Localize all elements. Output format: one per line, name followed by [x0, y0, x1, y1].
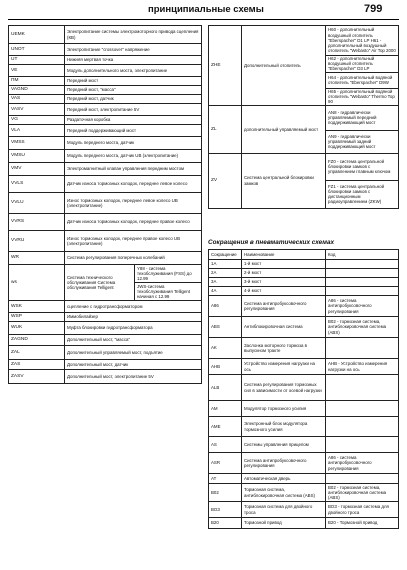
row-code: VASV	[9, 104, 65, 116]
row-subentry: FZ1 - система центральной блокировки замков с дистанционным радиоуправлением (ZKW)	[326, 180, 399, 208]
row-description: Электропитание системы электромоторного привода сцепления (КВ)	[65, 26, 202, 44]
row-description: Датчик износа тормозных колодок, переднее левое колесо	[65, 176, 202, 193]
table-row	[209, 437, 399, 453]
row-code: VVLU	[9, 193, 65, 214]
table-row	[209, 338, 399, 359]
row-description: Дополнительный мост, "масса"	[65, 335, 202, 346]
table-row	[209, 502, 399, 518]
row-code: В02 - тормозная система, антиблокировочная система (ABS)	[326, 317, 399, 338]
row-code: VVRS	[9, 214, 65, 231]
row-name: Заслонка моторного тормоза в выпускном тракте	[242, 338, 326, 359]
row-code: ВОЗ - тормозная система для двойного троса	[326, 502, 399, 518]
table-row	[209, 375, 399, 401]
row-name: 3-й мост	[242, 278, 326, 287]
row-name: Тормозная система, антиблокировочная система (ABS)	[242, 484, 326, 502]
row-abbreviation: В02	[209, 484, 242, 502]
page-header	[0, 0, 407, 22]
row-description: Износ тормозных колодок, переднее левое колесо UB (электропитание)	[65, 193, 202, 214]
row-description: Иммобилайзер	[65, 313, 202, 322]
row-code	[326, 375, 399, 401]
row-abbreviation: АSR	[209, 453, 242, 474]
row-abbreviation: АBS	[209, 317, 242, 338]
row-code: VVLS	[9, 176, 65, 193]
table-row	[209, 278, 399, 287]
table-row	[9, 95, 202, 104]
table-header-row	[209, 250, 399, 260]
row-abbreviation: 3А	[209, 278, 242, 287]
row-abbreviation: АМЕ	[209, 417, 242, 437]
row-code: ПМ	[9, 77, 65, 86]
row-code: ZAL	[9, 346, 65, 360]
table-row	[9, 193, 202, 214]
row-code	[326, 260, 399, 269]
row-code: WSK	[9, 301, 65, 313]
row-code: WR	[9, 252, 65, 265]
row-code: VVRU	[9, 231, 65, 252]
row-code: ZHE	[209, 26, 242, 106]
row-description: дополнительный управляемый мост	[242, 105, 326, 153]
row-code: WUK	[9, 322, 65, 335]
row-name: Система антипробуксовочного регулирования	[242, 453, 326, 474]
row-code: WSP	[9, 313, 65, 322]
row-abbreviation: ВОЗ	[209, 502, 242, 518]
row-description: Электропитание "crossover" напряжение	[65, 44, 202, 56]
table-row	[209, 260, 399, 269]
row-subentry: H60 - дополнительный воздушный отопитель "Eberspacher" D1 LP H61 - дополнительный воздушный отопитель "Webasto" Air Top 2000	[326, 26, 399, 56]
row-code: VLA	[9, 125, 65, 137]
row-name: Система регулирования тормозных сил в зависимости от осевой нагрузки	[242, 375, 326, 401]
row-abbreviation: АМ	[209, 401, 242, 417]
row-abbreviation: А86	[209, 296, 242, 317]
table-row	[9, 125, 202, 137]
row-description: Износ тормозных колодок, переднее правое колесо UB (электропитание)	[65, 231, 202, 252]
table-row	[9, 86, 202, 95]
table-row	[9, 104, 202, 116]
row-description: Электромагнитный клапан управления передним мостом	[65, 163, 202, 176]
row-code	[326, 269, 399, 278]
row-code: UNOT	[9, 44, 65, 56]
row-subentry: AN8 - гидравлически управляемый передний поддерживающий мост	[326, 105, 399, 130]
table-row	[209, 359, 399, 375]
row-code	[326, 338, 399, 359]
table-row	[9, 176, 202, 193]
row-description: Модуль переднего моста, датчик UB (электропитание)	[65, 150, 202, 163]
row-code	[326, 287, 399, 296]
row-code: В20 - Тормозной привод	[326, 518, 399, 529]
row-subentry: JWS-система техобслуживания Telligent начиная с 12.99	[135, 283, 202, 301]
row-abbreviation: 1А	[209, 260, 242, 269]
row-abbreviation: АНВ	[209, 359, 242, 375]
table-row	[9, 265, 202, 283]
row-code: А86 - система антипробуксовочного регулирования	[326, 453, 399, 474]
row-code	[326, 278, 399, 287]
table-row	[209, 417, 399, 437]
table-row	[209, 287, 399, 296]
table-row	[209, 317, 399, 338]
table-row	[9, 370, 202, 384]
row-description: Модуль переднего моста, датчик	[65, 137, 202, 150]
row-abbreviation: 2А	[209, 269, 242, 278]
row-code: ws	[9, 265, 65, 301]
row-subentry: AN9 - гидравлически управляемый задний поддерживающий мост	[326, 130, 399, 153]
header-title: принципиальные схемы	[148, 4, 264, 15]
table-row	[209, 153, 399, 180]
table-row	[9, 137, 202, 150]
row-code	[326, 417, 399, 437]
row-code	[326, 401, 399, 417]
table-row	[9, 163, 202, 176]
row-name: Система антипробуксовочного регулирования	[242, 296, 326, 317]
row-description: Система центральной блокировки замков	[242, 153, 326, 208]
row-name: Тормозная система для двойного троса	[242, 502, 326, 518]
row-code: В02 - тормозная система, антиблокировочная система (ABS)	[326, 484, 399, 502]
table-row	[9, 77, 202, 86]
table-row	[9, 231, 202, 252]
row-description: Нижняя мертвая точка	[65, 56, 202, 65]
row-name: Автоматическая дверь	[242, 474, 326, 484]
table-row	[209, 296, 399, 317]
table-row	[9, 214, 202, 231]
table-row	[9, 150, 202, 163]
row-abbreviation: В20	[209, 518, 242, 529]
pneumatic-abbreviation-table	[208, 249, 399, 529]
row-description: Передний мост	[65, 77, 202, 86]
table-row	[209, 453, 399, 474]
row-code: VMSS	[9, 137, 65, 150]
table-row	[9, 26, 202, 44]
table-row	[209, 26, 399, 56]
row-description: Модуль дополнительного моста, электропитание	[65, 65, 202, 77]
row-description: Система регулирования поперечных колебаний	[65, 252, 202, 265]
column-header: Наименование	[242, 250, 326, 260]
table-row	[209, 518, 399, 529]
row-name: Устройство измерения нагрузки на ось	[242, 359, 326, 375]
row-description: Система технического обслуживания Система обслуживания Telligent	[65, 265, 135, 301]
row-code: ZV	[209, 153, 242, 208]
row-name: Системы управления прицепом	[242, 437, 326, 453]
row-name: Антиблокировочная система	[242, 317, 326, 338]
row-abbreviation: AS	[209, 437, 242, 453]
table-row	[9, 252, 202, 265]
row-description: Дополнительный управляемый мост, подъятие	[65, 346, 202, 360]
column-header: Код	[326, 250, 399, 260]
table-row	[9, 301, 202, 313]
column-header: Сокращение	[209, 250, 242, 260]
header-rule	[8, 19, 399, 20]
row-name: Тормозной привод	[242, 518, 326, 529]
row-description: Раздаточная коробка	[65, 116, 202, 125]
table-row	[9, 335, 202, 346]
row-code: А86 - система антипробуксовочного регулирования	[326, 296, 399, 317]
row-code: ZAGND	[9, 335, 65, 346]
row-description: Дополнительный мост, датчик	[65, 360, 202, 370]
row-description: Датчик износа тормозных колодок, переднее правое колесо	[65, 214, 202, 231]
row-subentry: FZ0 - система центральной блокировки замков с управлением главным ключом	[326, 153, 399, 180]
table-row	[9, 56, 202, 65]
row-description: Дополнительный мост, электропитание 5V	[65, 370, 202, 384]
row-name: 4-й мост	[242, 287, 326, 296]
row-code: ZAS	[9, 360, 65, 370]
row-code: UT	[9, 56, 65, 65]
row-name: 2-й мост	[242, 269, 326, 278]
row-code	[326, 437, 399, 453]
table-row	[9, 360, 202, 370]
row-description: Дополнительный отопитель	[242, 26, 326, 106]
row-code	[326, 474, 399, 484]
row-description: Муфта блокировки гидротрансформатора	[65, 322, 202, 335]
abbreviation-table-right	[208, 25, 399, 209]
table-row	[9, 65, 202, 77]
table-row	[9, 44, 202, 56]
table-row	[209, 105, 399, 130]
row-code: VE	[9, 65, 65, 77]
row-subentry: H62 - дополнительный воздушный отопитель "Eberspacher" D3 LP	[326, 56, 399, 73]
row-abbreviation: АLВ	[209, 375, 242, 401]
row-code: VAGND	[9, 86, 65, 95]
abbreviation-table-left	[8, 25, 202, 384]
row-abbreviation: АТ	[209, 474, 242, 484]
table-row	[9, 116, 202, 125]
row-subentry: H64 - дополнительный водяной отопитель "Eberspacher" D9W	[326, 72, 399, 88]
row-code: АНВ - Устройство измерения нагрузки на ось	[326, 359, 399, 375]
page-number: 799	[364, 3, 383, 15]
table-row	[209, 474, 399, 484]
row-name: 1-й мост	[242, 260, 326, 269]
row-code: VMV	[9, 163, 65, 176]
section-title: Сокращения в пневматических схемах	[208, 239, 335, 246]
row-code: VMSU	[9, 150, 65, 163]
row-code: ZASV	[9, 370, 65, 384]
table-row	[9, 346, 202, 360]
row-code: VG	[9, 116, 65, 125]
row-name: Модулятор тормозного усилия	[242, 401, 326, 417]
row-code: UEMK	[9, 26, 65, 44]
row-description: Передний поддерживающий мост	[65, 125, 202, 137]
table-row	[209, 269, 399, 278]
row-subentry: H65 - дополнительный водяной отопитель "Webasto" Thermo Top 90	[326, 88, 399, 105]
row-name: Электронный блок модулятора тормозного усилия	[242, 417, 326, 437]
row-description: Передний мост, датчик	[65, 95, 202, 104]
row-code: VAS	[9, 95, 65, 104]
table-row	[209, 401, 399, 417]
table-row	[9, 322, 202, 335]
row-code: ZL	[209, 105, 242, 153]
table-row	[209, 484, 399, 502]
row-abbreviation: 4А	[209, 287, 242, 296]
row-abbreviation: АK	[209, 338, 242, 359]
row-description: Передний мост, электропитание 5V	[65, 104, 202, 116]
table-row	[9, 313, 202, 322]
row-description: сцепление с гидротрансформатором	[65, 301, 202, 313]
row-subentry: Y88 - система техобслуживания (FSS) до 12.99	[135, 265, 202, 283]
row-description: Передний мост, "масса"	[65, 86, 202, 95]
